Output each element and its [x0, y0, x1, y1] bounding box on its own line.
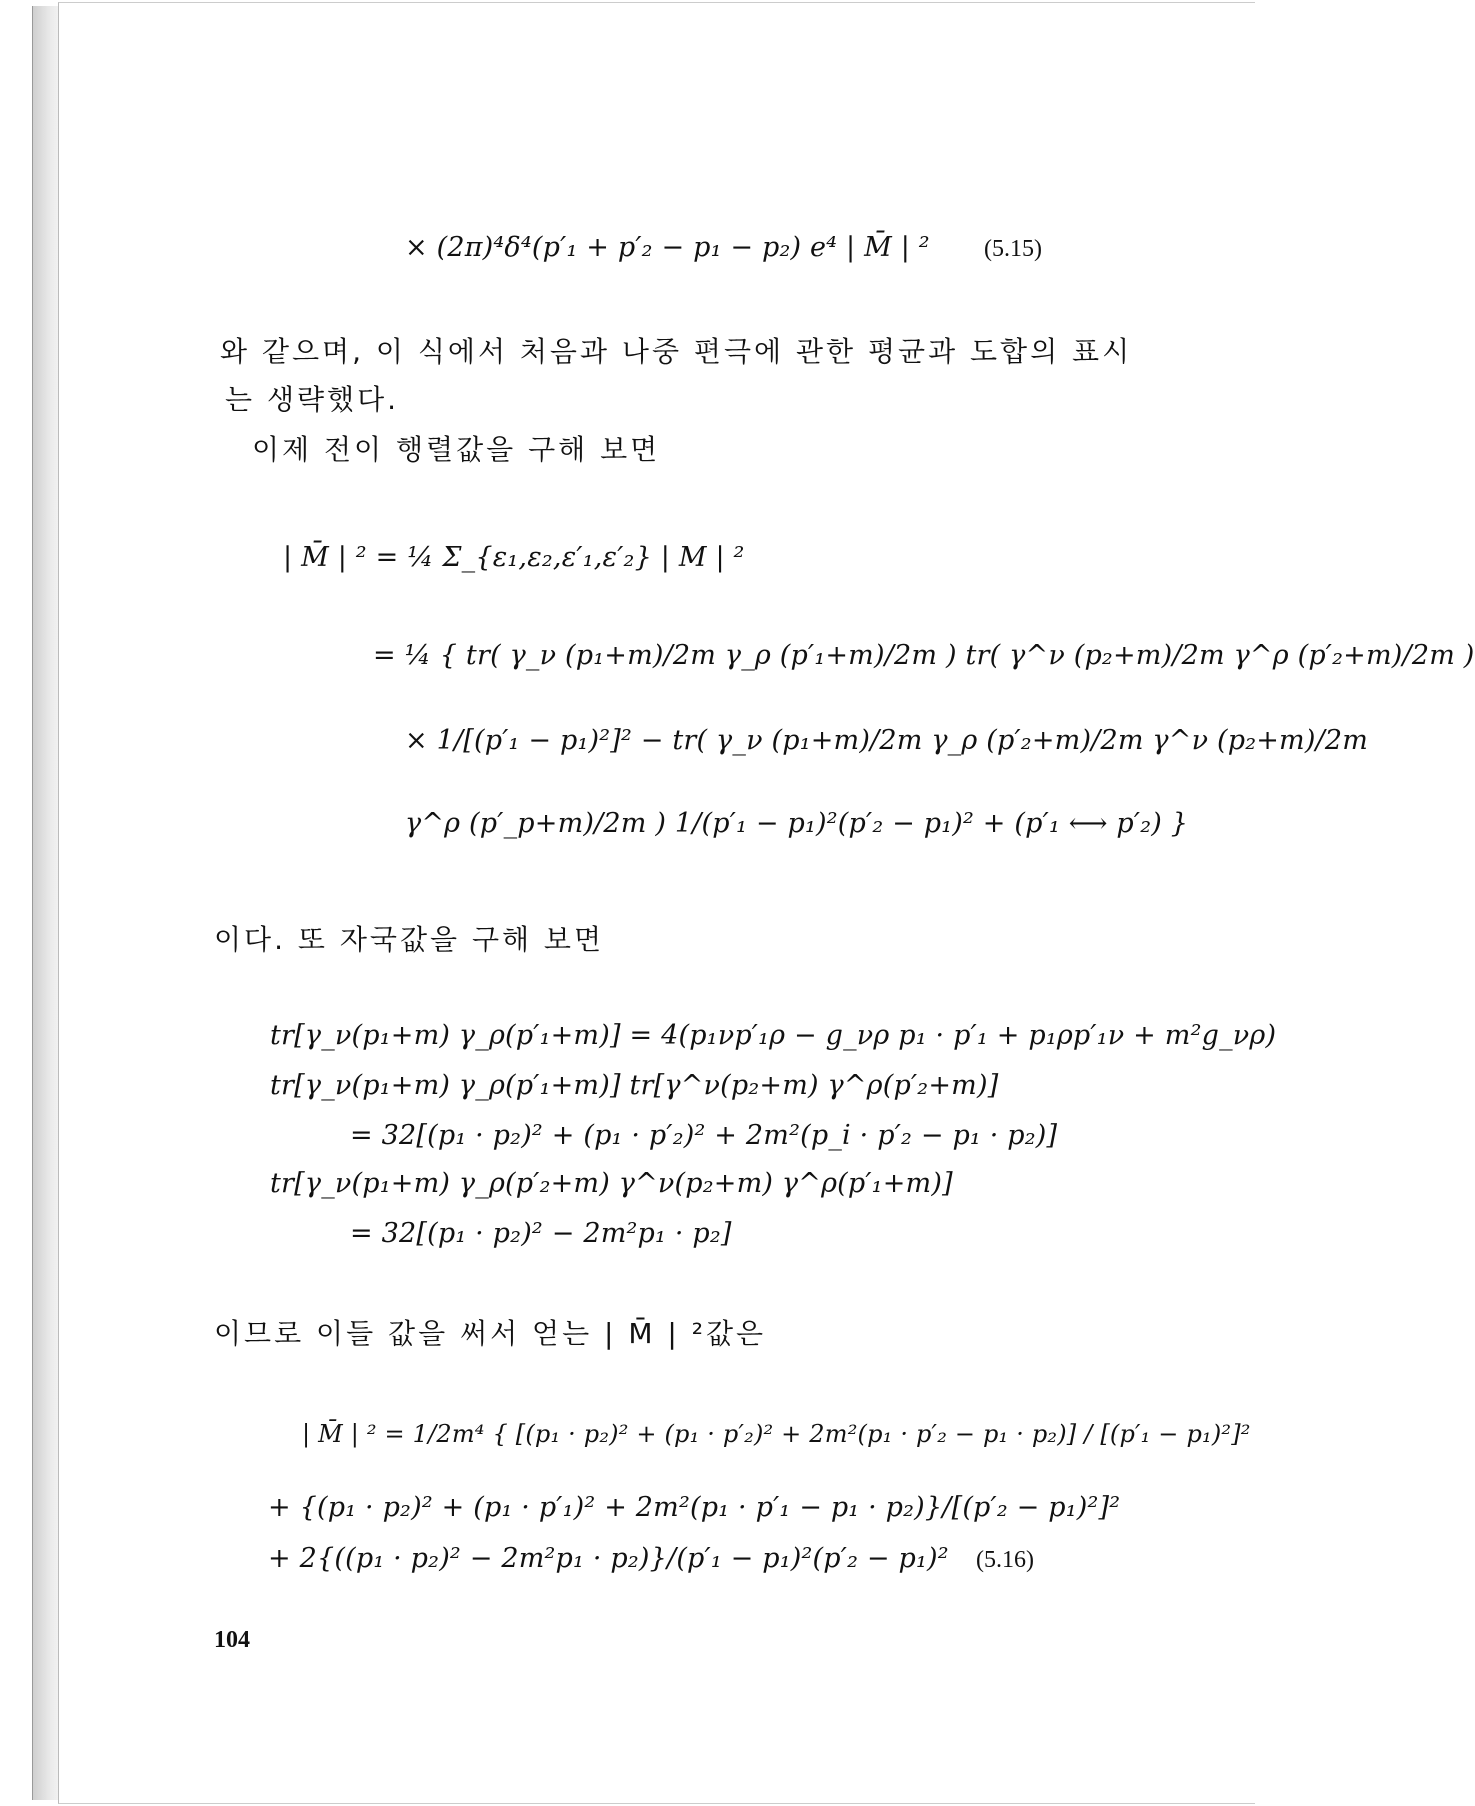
equation-line: = ¼ { tr( γ_ν (p₁+m)/2m γ_ρ (p′₁+m)/2m ) tr( γ^ν (p₂+m)/2m γ^ρ (p′₂+m)/2m ) [373, 640, 1475, 671]
equation-line: | M̄ | ² = ¼ Σ_{ε₁,ε₂,ε′₁,ε′₂} | M | ² [283, 542, 745, 573]
paragraph-1-line-2: 는 생략했다. [225, 383, 400, 416]
equation-line: + 2{((p₁ · p₂)² − 2m²p₁ · p₂)}/(p′₁ − p₁)²(p′₂ − p₁)² [268, 1543, 949, 1574]
equation-line: + {(p₁ · p₂)² + (p₁ · p′₁)² + 2m²(p₁ · p′₁ − p₁ · p₂)}/[(p′₂ − p₁)²]² [268, 1492, 1121, 1523]
paragraph-4: 이므로 이들 값을 써서 얻는 | M̄ | ²값은 [214, 1317, 767, 1350]
page [58, 2, 1255, 1804]
equation-line: = 32[(p₁ · p₂)² + (p₁ · p′₂)² + 2m²(p_i · p′₂ − p₁ · p₂)] [350, 1120, 1058, 1151]
equation-line: | M̄ | ² = 1/2m⁴ { [(p₁ · p₂)² + (p₁ · p′₂)² + 2m²(p₁ · p′₂ − p₁ · p₂)] / [(p′₁ − p₁)²]² [302, 1420, 1251, 1448]
book-spine [32, 6, 61, 1800]
equation-line: × 1/[(p′₁ − p₁)²]² − tr( γ_ν (p₁+m)/2m γ_ρ (p′₂+m)/2m γ^ν (p₂+m)/2m [405, 725, 1369, 756]
equation-number-5-15: (5.15) [984, 236, 1042, 262]
paragraph-3: 이다. 또 자국값을 구해 보면 [214, 923, 605, 956]
page-number: 104 [214, 1627, 250, 1653]
equation-line: γ^ρ (p′_p+m)/2m ) 1/(p′₁ − p₁)²(p′₂ − p₁)² + (p′₁ ⟷ p′₂) } [405, 808, 1189, 839]
equation-line: tr[γ_ν(p₁+m) γ_ρ(p′₁+m)] tr[γ^ν(p₂+m) γ^ρ(p′₂+m)] [270, 1070, 999, 1101]
equation-line: tr[γ_ν(p₁+m) γ_ρ(p′₁+m)] = 4(p₁νp′₁ρ − g_νρ p₁ · p′₁ + p₁ρp′₁ν + m²g_νρ) [270, 1020, 1277, 1051]
equation-line: tr[γ_ν(p₁+m) γ_ρ(p′₂+m) γ^ν(p₂+m) γ^ρ(p′₁+m)] [270, 1168, 953, 1199]
paragraph-2: 이제 전이 행렬값을 구해 보면 [252, 433, 661, 466]
paragraph-1-line-1: 와 같으며, 이 식에서 처음과 나중 편극에 관한 평균과 도합의 표시 [220, 335, 1133, 368]
equation-5-15-tail: × (2π)⁴δ⁴(p′₁ + p′₂ − p₁ − p₂) e⁴ | M̄ | ² [405, 232, 930, 263]
equation-line: = 32[(p₁ · p₂)² − 2m²p₁ · p₂] [350, 1218, 732, 1249]
equation-number-5-16: (5.16) [976, 1547, 1034, 1573]
